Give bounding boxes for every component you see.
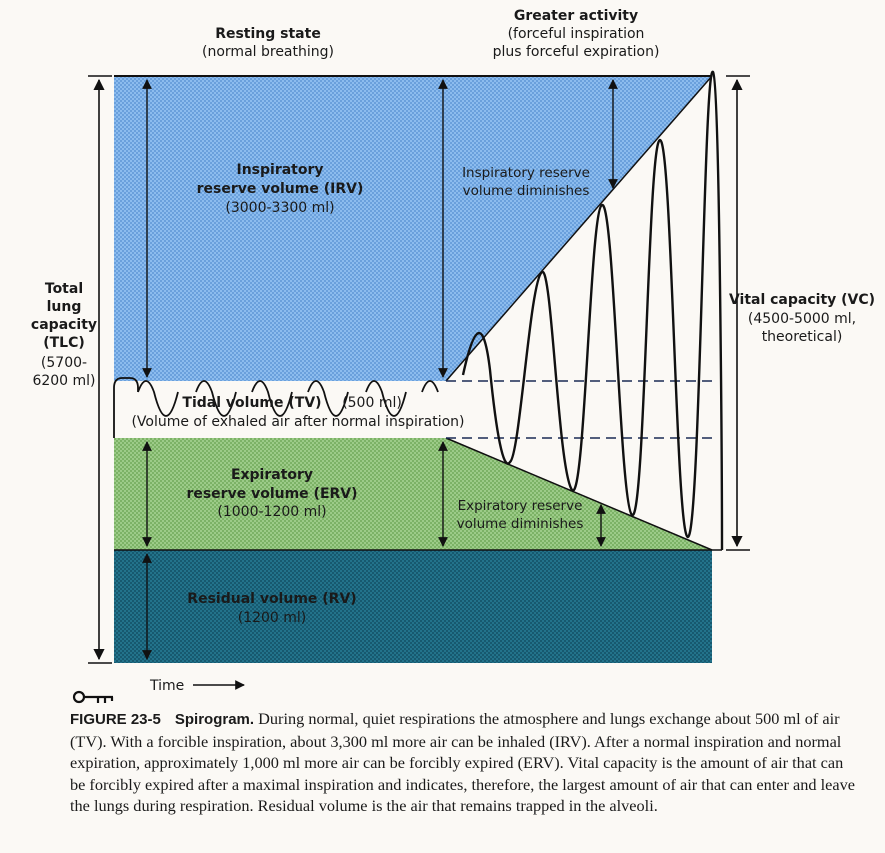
figure-caption (70, 708, 860, 817)
greater-activity-title: Greater activity (513, 8, 639, 24)
tlc-label-3: capacity (30, 317, 98, 333)
tlc-label-4: (TLC) (43, 335, 85, 351)
irv-label-3: (3000-3300 ml) (225, 200, 335, 216)
caption-title: Spirogram. (174, 711, 255, 728)
erv-label-3: (1000-1200 ml) (217, 504, 327, 520)
irv-region (114, 76, 712, 381)
irv-label-2: reserve volume (IRV) (196, 181, 364, 197)
erv-diminish-2: volume diminishes (456, 516, 584, 532)
time-label: Time (150, 678, 185, 694)
irv-diminish-2: volume diminishes (462, 183, 590, 199)
figure-number: FIGURE 23-5 (70, 711, 161, 728)
tv-label: Tidal volume (TV) (182, 395, 322, 411)
rv-label-2: (1200 ml) (237, 610, 307, 626)
greater-activity-sub-1: (forceful inspiration (507, 26, 645, 42)
vc-label-3: theoretical) (761, 329, 843, 345)
irv-label-1: Inspiratory (236, 162, 324, 178)
greater-activity-sub-2: plus forceful expiration) (492, 44, 660, 60)
tv-value: (500 ml) (342, 395, 402, 411)
vc-label-1: Vital capacity (VC) (728, 292, 876, 308)
tlc-label-1: Total (44, 281, 84, 297)
irv-diminish-1: Inspiratory reserve (462, 165, 590, 181)
tlc-label-5: (5700- (40, 355, 88, 371)
key-icon (74, 692, 113, 703)
erv-label-1: Expiratory (230, 467, 314, 483)
tlc-label-2: lung (46, 299, 82, 315)
tlc-label-6: 6200 ml) (32, 373, 96, 389)
rv-label-1: Residual volume (RV) (187, 591, 357, 607)
vc-label-2: (4500-5000 ml, (747, 311, 857, 327)
erv-diminish-1: Expiratory reserve (457, 498, 583, 514)
tv-description: (Volume of exhaled air after normal inspiration) (131, 414, 465, 430)
resting-state-title: Resting state (215, 26, 321, 42)
caption-text: During normal, quiet respirations the atmosphere and lungs exchange about 500 ml of air (TV). With a forcible inspiration, about 3,300 ml more air can be inhaled (IRV). After a normal inspiration and normal expiration, approximately 1,000 ml more air can be forcibly expired (ERV). Vital capacity is the amount of air that can be forcibly expired after a maximal inspiration and indicates, therefore, the largest amount of air that can enter and leave the lungs during respiration. Residual volume is the air that remains trapped in the alveoli. (70, 709, 855, 815)
erv-label-2: reserve volume (ERV) (186, 486, 358, 502)
resting-state-sub: (normal breathing) (202, 44, 334, 60)
